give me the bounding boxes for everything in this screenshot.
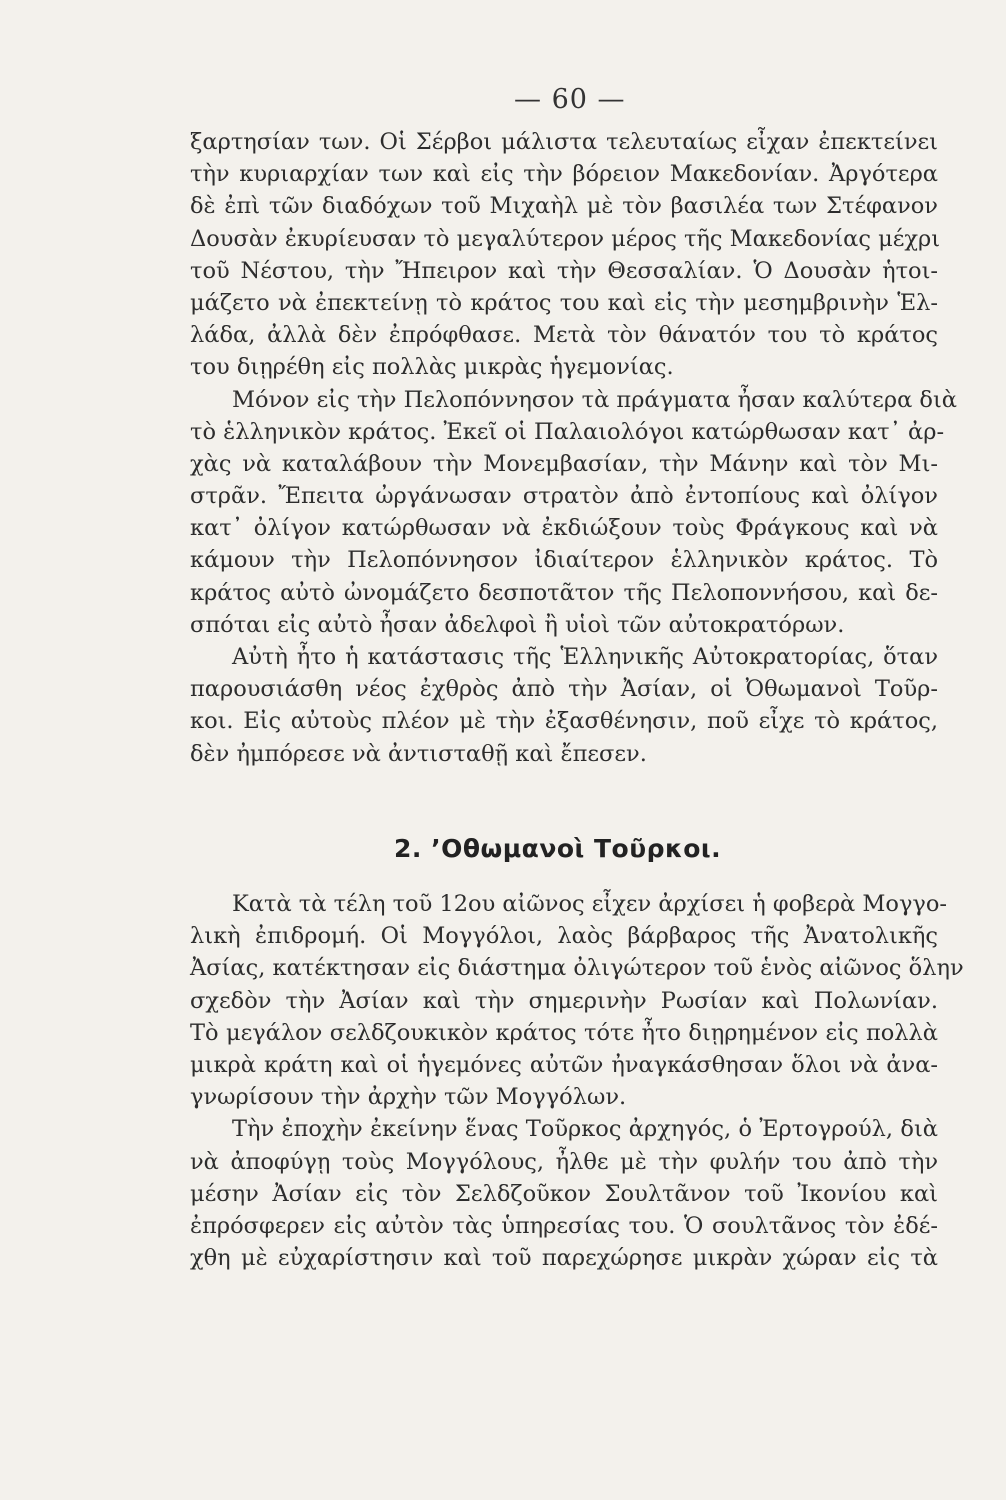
text-line: λικὴ ἐπιδρομή. Οἱ Μογγόλοι, λαὸς βάρβαρος τῆς Ἀνατολικῆς bbox=[190, 923, 938, 950]
text-line: Δουσὰν ἐκυρίευσαν τὸ μεγαλύτερον μέρος τῆς Μακεδονίας μέχρι bbox=[190, 225, 941, 252]
text-line: τοῦ Νέστου, τὴν Ἤπειρον καὶ τὴν Θεσσαλίαν. Ὁ Δουσὰν ἡτοι- bbox=[190, 257, 938, 284]
text-line: στρᾶν. Ἔπειτα ὠργάνωσαν στρατὸν ἀπὸ ἐντοπίους καὶ ὀλίγον bbox=[190, 483, 938, 510]
text-line: Μόνον εἰς τὴν Πελοπόννησον τὰ πράγματα ἦσαν καλύτερα διὰ bbox=[232, 386, 957, 413]
text-line: μάζετο νὰ ἐπεκτείνῃ τὸ κράτος του καὶ εἰς τὴν μεσημβρινὴν Ἑλ- bbox=[190, 289, 938, 316]
text-line: Κατὰ τὰ τέλη τοῦ 12ου αἰῶνος εἶχεν ἀρχίσει ἡ φοβερὰ Μογγο- bbox=[232, 891, 948, 917]
text-block-before-heading bbox=[190, 126, 957, 770]
text-line: Τὸ μεγάλον σελδζουκικὸν κράτος τότε ἦτο διῃρημένον εἰς πολλὰ bbox=[190, 1019, 938, 1046]
text-line: μέσην Ἀσίαν εἰς τὸν Σελδζοῦκον Σουλτᾶνον τοῦ Ἰκονίου καὶ bbox=[190, 1180, 938, 1207]
text-line: δὲν ἠμπόρεσε νὰ ἀντισταθῇ καὶ ἔπεσεν. bbox=[190, 740, 647, 767]
text-line: του διῃρέθη εἰς πολλὰς μικρὰς ἡγεμονίας. bbox=[190, 354, 674, 381]
text-line: μικρὰ κράτη καὶ οἱ ἡγεμόνες αὐτῶν ἠναγκάσθησαν ὅλοι νὰ ἀνα- bbox=[190, 1051, 938, 1078]
text-line: Ἀσίας, κατέκτησαν εἰς διάστημα ὀλιγώτερον τοῦ ἑνὸς αἰῶνος ὅλην bbox=[190, 955, 964, 982]
text-line: σπόται εἰς αὐτὸ ἦσαν ἀδελφοὶ ἢ υἱοὶ τῶν αὐτοκρατόρων. bbox=[190, 611, 845, 638]
text-line: Τὴν ἐποχὴν ἐκείνην ἕνας Τοῦρκος ἀρχηγός, ὁ Ἐρτογρούλ, διὰ bbox=[232, 1116, 938, 1143]
text-line: κατ᾿ ὀλίγον κατώρθωσαν νὰ ἐκδιώξουν τοὺς Φράγκους καὶ νὰ bbox=[190, 515, 938, 542]
text-line: ξαρτησίαν των. Οἱ Σέρβοι μάλιστα τελευταίως εἶχαν ἐπεκτείνει bbox=[190, 129, 938, 155]
text-line: παρουσιάσθη νέος ἐχθρὸς ἀπὸ τὴν Ἀσίαν, οἱ Ὀθωμανοὶ Τοῦρ- bbox=[190, 676, 938, 703]
text-line: κάμουν τὴν Πελοπόννησον ἰδιαίτερον ἑλληνικὸν κράτος. Τὸ bbox=[190, 547, 938, 574]
page-number: — 60 — bbox=[514, 84, 626, 115]
text-line: γνωρίσουν τὴν ἀρχὴν τῶν Μογγόλων. bbox=[190, 1084, 627, 1111]
text-line: δὲ ἐπὶ τῶν διαδόχων τοῦ Μιχαὴλ μὲ τὸν βασιλέα των Στέφανον bbox=[190, 193, 938, 220]
section-heading: 2. ’Οθωμανοὶ Τοῦρκοι. bbox=[394, 834, 722, 863]
text-line: χὰς νὰ καταλάβουν τὴν Μονεμβασίαν, τὴν Μάνην καὶ τὸν Μι- bbox=[190, 450, 938, 477]
text-line: τὴν κυριαρχίαν των καὶ εἰς τὴν βόρειον Μακεδονίαν. Ἀργότερα bbox=[190, 161, 938, 188]
text-line: κράτος αὐτὸ ὠνομάζετο δεσποτᾶτον τῆς Πελοποννήσου, καὶ δε- bbox=[190, 579, 938, 606]
text-line: λάδα, ἀλλὰ δὲν ἐπρόφθασε. Μετὰ τὸν θάνατόν του τὸ κράτος bbox=[190, 322, 938, 349]
text-line: Αὐτὴ ἦτο ἡ κατάστασις τῆς Ἑλληνικῆς Αὐτοκρατορίας, ὅταν bbox=[232, 644, 938, 670]
text-line: τὸ ἑλληνικὸν κράτος. Ἐκεῖ οἱ Παλαιολόγοι κατώρθωσαν κατ᾿ ἀρ- bbox=[190, 418, 945, 445]
text-line: χθη μὲ εὐχαρίστησιν καὶ τοῦ παρεχώρησε μικρὰν χώραν εἰς τὰ bbox=[190, 1245, 938, 1272]
text-line: κοι. Εἰς αὐτοὺς πλέον μὲ τὴν ἐξασθένησιν, ποῦ εἶχε τὸ κράτος, bbox=[190, 708, 938, 735]
text-line: σχεδὸν τὴν Ἀσίαν καὶ τὴν σημερινὴν Ρωσίαν καὶ Πολωνίαν. bbox=[190, 987, 938, 1014]
text-block-after-heading bbox=[190, 888, 964, 1274]
text-line: ἐπρόσφερεν εἰς αὐτὸν τὰς ὑπηρεσίας του. Ὁ σουλτᾶνος τὸν ἐδέ- bbox=[190, 1212, 938, 1239]
text-line: νὰ ἀποφύγῃ τοὺς Μογγόλους, ἦλθε μὲ τὴν φυλήν του ἀπὸ τὴν bbox=[190, 1148, 938, 1175]
